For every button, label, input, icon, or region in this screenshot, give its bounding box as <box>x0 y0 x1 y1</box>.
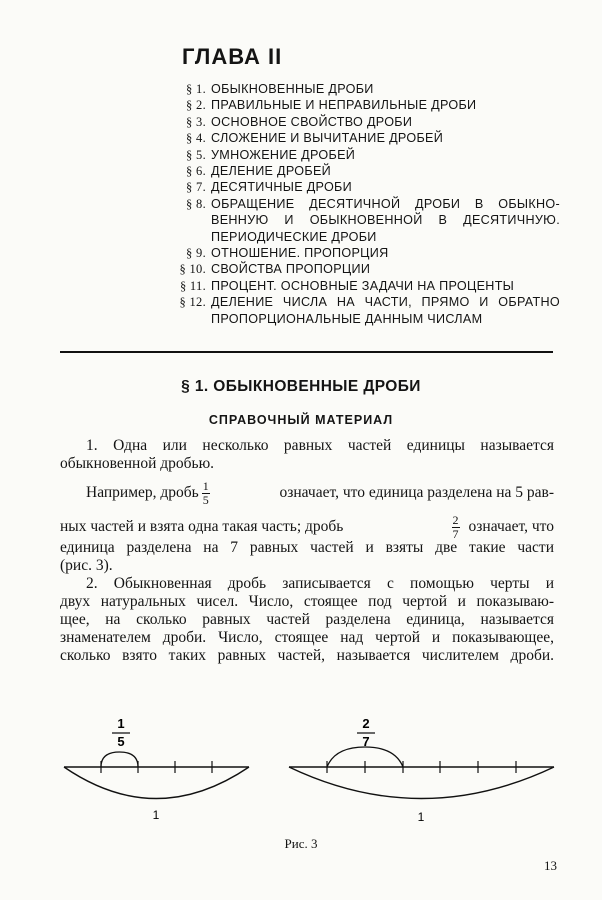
paragraph-example <box>60 476 554 544</box>
text-line: знаменателем дроби. Число, стоящее над чертой и показывающее, <box>60 629 554 646</box>
toc-number: § 4. <box>186 131 206 146</box>
toc-title-continued: ПЕРИОДИЧЕСКИЕ ДРОБИ <box>211 229 377 244</box>
toc-title: УМНОЖЕНИЕ ДРОБЕЙ <box>211 147 356 162</box>
page-number: 13 <box>544 858 557 873</box>
figure-fraction-numerator: 1 <box>117 716 125 731</box>
text-line: сколько взято таких равных частей, называется числителем дроби. <box>60 647 554 664</box>
figure-caption: Рис. 3 <box>284 836 318 851</box>
text-line: 1. Одна или несколько равных частей единицы называется <box>86 437 554 454</box>
toc-title: СВОЙСТВА ПРОПОРЦИИ <box>211 262 371 277</box>
horizontal-rule <box>60 351 553 353</box>
toc-title: ОБЫКНОВЕННЫЕ ДРОБИ <box>211 82 374 96</box>
fraction-numerator: 2 <box>452 512 459 527</box>
example-text: ных частей и взята одна такая часть; дробь <box>60 518 344 535</box>
toc-title-continued: ВЕННУЮ И ОБЫКНОВЕННОЙ В ДЕСЯТИЧНУЮ. <box>211 213 560 228</box>
text-line: щее, на сколько равных частей разделена единица, называется <box>60 611 554 628</box>
paragraph-definition <box>60 437 554 473</box>
chapter-title: ГЛАВА II <box>182 44 283 69</box>
toc-item <box>160 97 560 113</box>
figure-fraction-denominator: 5 <box>117 734 125 749</box>
diagram-one-fifth <box>64 716 249 822</box>
text-line: обыкновенной дробью. <box>60 455 215 472</box>
toc-item <box>160 114 560 130</box>
diagram-two-sevenths <box>289 716 554 824</box>
toc-title: ОСНОВНОЕ СВОЙСТВО ДРОБИ <box>211 114 413 129</box>
toc-number: § 5. <box>186 147 206 162</box>
toc-item <box>160 163 560 179</box>
text-line <box>60 476 554 510</box>
toc-title-continued: ПРОПОРЦИОНАЛЬНЫЕ ДАННЫМ ЧИСЛАМ <box>211 311 483 326</box>
toc-number: § 11. <box>179 278 206 293</box>
toc-item <box>160 278 560 294</box>
taken-part-arc <box>101 752 138 767</box>
toc-title: ДЕСЯТИЧНЫЕ ДРОБИ <box>211 180 352 195</box>
toc-number: § 7. <box>186 180 206 195</box>
toc-number: § 2. <box>186 98 206 113</box>
toc-item <box>160 179 560 195</box>
toc-title: СЛОЖЕНИЕ И ВЫЧИТАНИЕ ДРОБЕЙ <box>211 131 444 146</box>
table-of-contents <box>160 81 560 327</box>
toc-item <box>160 196 560 245</box>
whole-arc <box>289 767 554 799</box>
toc-number: § 6. <box>186 164 206 179</box>
whole-label: 1 <box>152 808 160 822</box>
section-title: § 1. ОБЫКНОВЕННЫЕ ДРОБИ <box>181 378 421 395</box>
fraction-numerator: 1 <box>202 478 209 493</box>
toc-number: § 8. <box>186 196 206 211</box>
toc-item <box>160 147 560 163</box>
toc-number: § 1. <box>186 82 206 96</box>
text-line: (рис. 3). <box>60 557 113 574</box>
figure-fraction-numerator: 2 <box>362 716 370 731</box>
toc-number: § 9. <box>186 246 206 261</box>
toc-title: ДЕЛЕНИЕ ЧИСЛА НА ЧАСТИ, ПРЯМО И ОБРАТНО <box>211 295 560 310</box>
toc-item <box>160 261 560 277</box>
text-line: двух натуральных чисел. Число, стоящее под чертой и показываю- <box>60 593 554 610</box>
whole-arc <box>64 767 249 799</box>
text-line: 2. Обыкновенная дробь записывается с помощью черты и <box>86 575 554 592</box>
toc-title: ПРАВИЛЬНЫЕ И НЕПРАВИЛЬНЫЕ ДРОБИ <box>211 98 477 113</box>
figure-fraction-denominator: 7 <box>362 734 370 749</box>
toc-title: ДЕЛЕНИЕ ДРОБЕЙ <box>211 164 332 179</box>
toc-item <box>160 245 560 261</box>
toc-number: § 3. <box>186 114 206 129</box>
example-text: означает, что <box>468 518 554 535</box>
paragraph-example-continued <box>60 539 554 575</box>
toc-number: § 12. <box>179 295 206 310</box>
fraction-denominator: 5 <box>202 492 209 507</box>
toc-title: ОТНОШЕНИЕ. ПРОПОРЦИЯ <box>211 246 389 261</box>
example-text: Например, дробь <box>86 484 199 501</box>
text-line: единица разделена на 7 равных частей и взяты две такие части <box>60 539 554 556</box>
toc-title: ОБРАЩЕНИЕ ДЕСЯТИЧНОЙ ДРОБИ В ОБЫКНО- <box>211 196 560 211</box>
fraction-one-fifth <box>202 480 210 507</box>
toc-number: § 10. <box>179 262 206 277</box>
reference-material-heading: СПРАВОЧНЫЙ МАТЕРИАЛ <box>208 413 394 427</box>
toc-title: ПРОЦЕНТ. ОСНОВНЫЕ ЗАДАЧИ НА ПРОЦЕНТЫ <box>211 278 515 293</box>
toc-item <box>160 294 560 327</box>
whole-label: 1 <box>417 810 425 824</box>
fraction-two-sevenths <box>452 514 460 541</box>
toc-item <box>160 130 560 146</box>
figure-fraction-diagrams <box>0 700 602 830</box>
fraction-denominator: 7 <box>452 526 459 541</box>
toc-item <box>160 81 560 97</box>
paragraph-notation <box>60 575 554 665</box>
example-text: означает, что единица разделена на 5 рав- <box>279 484 554 501</box>
